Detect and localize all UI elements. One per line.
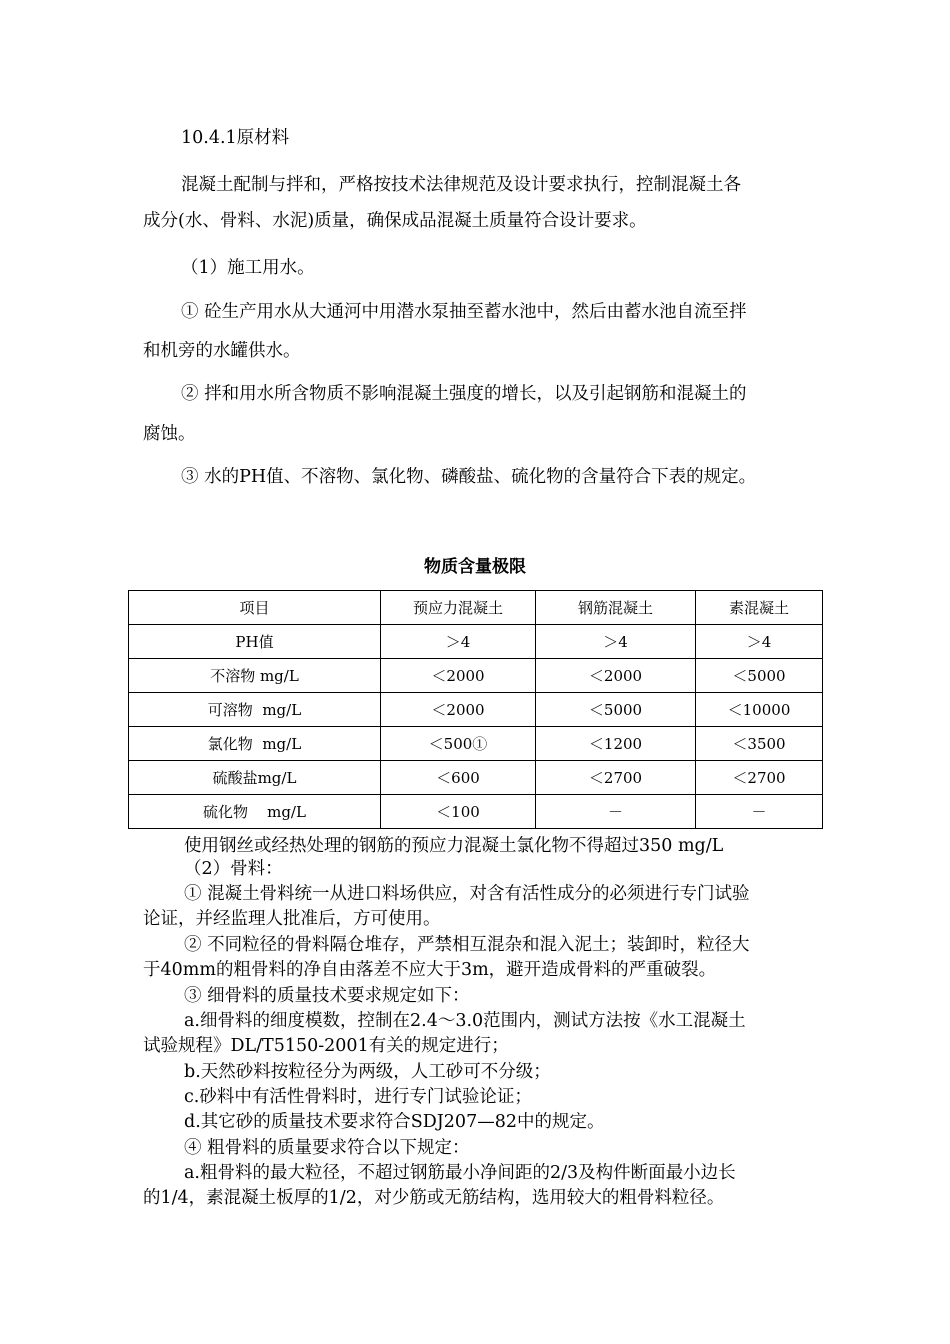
header-item: 项目 bbox=[129, 591, 381, 625]
table-cell: ＜3500 bbox=[696, 727, 823, 761]
table-cell: － bbox=[536, 795, 696, 829]
fine-d: d.其它砂的质量技术要求符合SDJ207—82中的规定。 bbox=[184, 1112, 605, 1132]
limits-table bbox=[128, 590, 823, 829]
fine-b: b.天然砂料按粒径分为两级，人工砂可不分级； bbox=[184, 1062, 551, 1082]
fine-c: c.砂料中有活性骨料时，进行专门试验论证； bbox=[184, 1087, 532, 1107]
aggregate-item4: ④ 粗骨料的质量要求符合以下规定： bbox=[184, 1138, 470, 1158]
table-cell: 硫化物 mg/L bbox=[129, 795, 381, 829]
fine-a-line-2: 试验规程》DL/T5150-2001有关的规定进行； bbox=[143, 1036, 509, 1056]
table-cell: ＜5000 bbox=[536, 693, 696, 727]
table-cell: 不溶物 mg/L bbox=[129, 659, 381, 693]
table-row bbox=[129, 727, 823, 761]
table-row bbox=[129, 693, 823, 727]
header-prestressed: 预应力混凝土 bbox=[381, 591, 536, 625]
water-item2-line-2: 腐蚀。 bbox=[143, 424, 196, 444]
water-item1-line-2: 和机旁的水罐供水。 bbox=[143, 341, 301, 361]
table-cell: ＜600 bbox=[381, 761, 536, 795]
table-cell: ＜100 bbox=[381, 795, 536, 829]
water-item2-line-1: ② 拌和用水所含物质不影响混凝土强度的增长，以及引起钢筋和混凝土的 bbox=[181, 384, 747, 404]
table-cell: ＜2700 bbox=[536, 761, 696, 795]
table-cell: ＜2700 bbox=[696, 761, 823, 795]
aggregate-item3: ③ 细骨料的质量技术要求规定如下： bbox=[184, 986, 470, 1006]
table-row bbox=[129, 761, 823, 795]
table-row bbox=[129, 659, 823, 693]
header-reinforced: 钢筋混凝土 bbox=[536, 591, 696, 625]
table-cell: ＜2000 bbox=[536, 659, 696, 693]
water-title: （1）施工用水。 bbox=[181, 258, 315, 278]
table-cell: 硫酸盐mg/L bbox=[129, 761, 381, 795]
table-cell: ＞4 bbox=[696, 625, 823, 659]
table-cell: － bbox=[696, 795, 823, 829]
water-item1-line-1: ① 砼生产用水从大通河中用潜水泵抽至蓄水池中，然后由蓄水池自流至拌 bbox=[181, 302, 747, 322]
table-note: 使用钢丝或经热处理的钢筋的预应力混凝土氯化物不得超过350 mg/L bbox=[184, 836, 724, 856]
coarse-a-line-2: 的1/4，素混凝土板厚的1/2，对少筋或无筋结构，选用较大的粗骨料粒径。 bbox=[143, 1188, 725, 1208]
aggregate-item2-line-2: 于40mm的粗骨料的净自由落差不应大于3m，避开造成骨料的严重破裂。 bbox=[143, 960, 717, 980]
table-cell: ＞4 bbox=[536, 625, 696, 659]
table-header-row bbox=[129, 591, 823, 625]
aggregate-title: （2）骨料： bbox=[184, 859, 283, 879]
table-cell: ＜1200 bbox=[536, 727, 696, 761]
water-item3: ③ 水的PH值、不溶物、氯化物、磷酸盐、硫化物的含量符合下表的规定。 bbox=[181, 467, 757, 487]
table-cell: ＞4 bbox=[381, 625, 536, 659]
table-cell: ＜5000 bbox=[696, 659, 823, 693]
table-cell: 氯化物 mg/L bbox=[129, 727, 381, 761]
table-cell: ＜10000 bbox=[696, 693, 823, 727]
table-row bbox=[129, 625, 823, 659]
table-cell: PH值 bbox=[129, 625, 381, 659]
section-heading: 10.4.1原材料 bbox=[181, 128, 290, 148]
intro-line-1: 混凝土配制与拌和，严格按技术法律规范及设计要求执行，控制混凝土各 bbox=[181, 175, 741, 195]
table-title: 物质含量极限 bbox=[424, 557, 526, 577]
intro-line-2: 成分(水、骨料、水泥)质量，确保成品混凝土质量符合设计要求。 bbox=[143, 211, 647, 231]
fine-a-line-1: a.细骨料的细度模数，控制在2.4～3.0范围内，测试方法按《水工混凝土 bbox=[184, 1011, 746, 1031]
header-plain: 素混凝土 bbox=[696, 591, 823, 625]
aggregate-item1-line-1: ① 混凝土骨料统一从进口料场供应，对含有活性成分的必须进行专门试验 bbox=[184, 884, 750, 904]
coarse-a-line-1: a.粗骨料的最大粒径，不超过钢筋最小净间距的2/3及构件断面最小边长 bbox=[184, 1163, 736, 1183]
table-cell: 可溶物 mg/L bbox=[129, 693, 381, 727]
table-row bbox=[129, 795, 823, 829]
table-cell: ＜500① bbox=[381, 727, 536, 761]
aggregate-item1-line-2: 论证，并经监理人批准后，方可使用。 bbox=[143, 909, 441, 929]
table-cell: ＜2000 bbox=[381, 693, 536, 727]
table-cell: ＜2000 bbox=[381, 659, 536, 693]
aggregate-item2-line-1: ② 不同粒径的骨料隔仓堆存，严禁相互混杂和混入泥土；装卸时，粒径大 bbox=[184, 935, 750, 955]
